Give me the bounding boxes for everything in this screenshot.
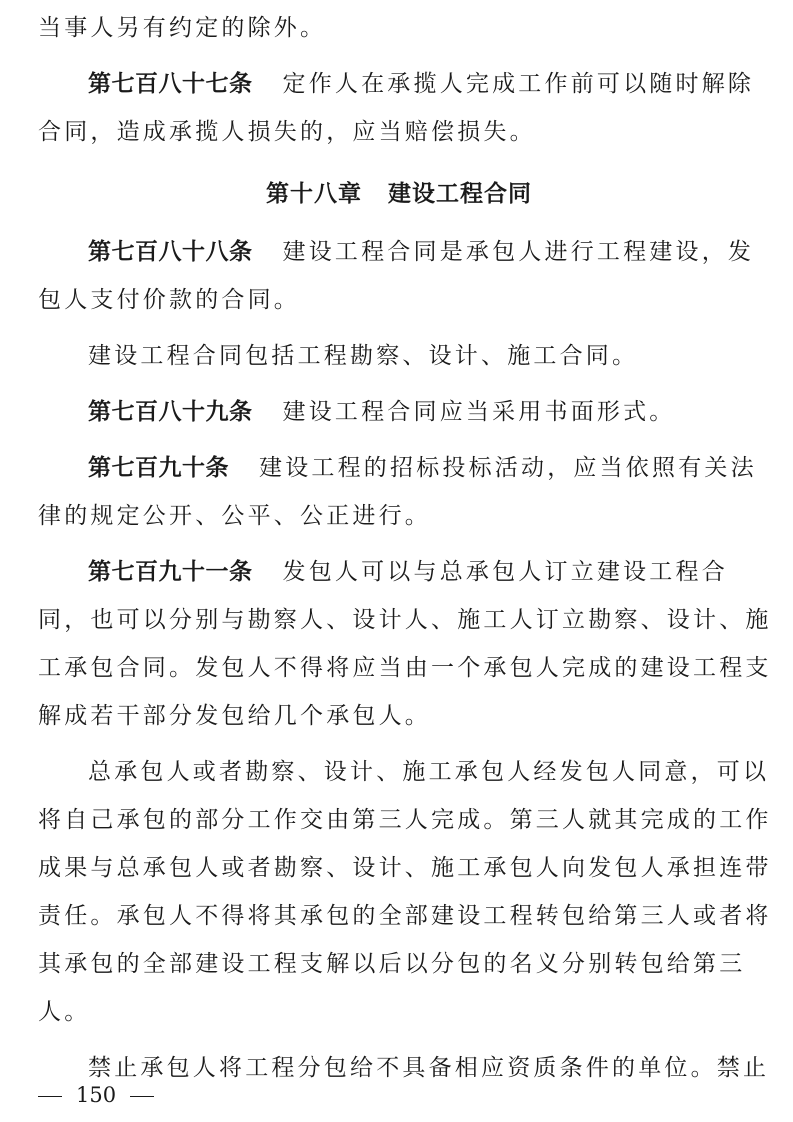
- article-number: 第七百八十八条: [88, 239, 253, 265]
- paragraph-continuation: [38, 4, 760, 52]
- article-number: 第七百九十一条: [88, 559, 253, 585]
- text-line: 定作人在承揽人完成工作前可以随时解除: [282, 71, 755, 97]
- text-line: 其承包的全部建设工程支解以后以分包的名义分别转包给第三: [38, 951, 746, 977]
- text-line: 建设工程合同包括工程勘察、设计、施工合同。: [88, 343, 639, 369]
- chapter-heading: [38, 170, 760, 218]
- text-line: 成果与总承包人或者勘察、设计、施工承包人向发包人承担连带: [38, 855, 772, 881]
- chapter-title: 建设工程合同: [388, 181, 532, 207]
- text-line: 合同，造成承揽人损失的，应当赔偿损失。: [38, 119, 536, 145]
- article-791-continued: [38, 692, 760, 740]
- article-787: [38, 60, 760, 108]
- article-number: 第七百八十九条: [88, 399, 253, 425]
- footer-dash-right: [130, 1096, 154, 1097]
- article-791-paragraph-2: [38, 748, 770, 796]
- article-791-paragraph-2-continued: [38, 988, 760, 1036]
- text-line: 建设工程的招标投标活动，应当依照有关法: [259, 455, 757, 481]
- article-791-paragraph-2-continued: [38, 892, 772, 940]
- text-line: 将自己承包的部分工作交由第三人完成。第三人就其完成的工作: [38, 807, 772, 833]
- footer-dash-left: [38, 1096, 62, 1097]
- text-line: 包人支付价款的合同。: [38, 287, 300, 313]
- text-line: 建设工程合同应当采用书面形式。: [282, 399, 676, 425]
- article-number: 第七百八十七条: [88, 71, 253, 97]
- article-791-paragraph-2-continued: [38, 844, 772, 892]
- article-791-paragraph-2-continued: [38, 940, 760, 988]
- article-788-paragraph-2: [38, 332, 760, 380]
- text-line: 建设工程合同是承包人进行工程建设，发: [282, 239, 755, 265]
- article-789: [38, 388, 760, 436]
- text-line: 人。: [38, 999, 91, 1025]
- document-page: [38, 0, 772, 1092]
- text-line: 责任。承包人不得将其承包的全部建设工程转包给第三人或者将: [38, 903, 772, 929]
- text-line: 发包人可以与总承包人订立建设工程合: [282, 559, 728, 585]
- article-790: [38, 444, 760, 492]
- chapter-number: 第十八章: [266, 181, 362, 207]
- article-787-continued: [38, 108, 760, 156]
- text-line: 总承包人或者勘察、设计、施工承包人经发包人同意，可以: [88, 759, 770, 785]
- article-791-continued: [38, 596, 772, 644]
- text-line: 解成若干部分发包给几个承包人。: [38, 703, 431, 729]
- text-line: 工承包合同。发包人不得将应当由一个承包人完成的建设工程支: [38, 655, 772, 681]
- article-788: [38, 228, 760, 276]
- text-line: 同，也可以分别与勘察人、设计人、施工人订立勘察、设计、施: [38, 607, 772, 633]
- article-791: [38, 548, 760, 596]
- article-number: 第七百九十条: [88, 455, 229, 481]
- text-line: 禁止承包人将工程分包给不具备相应资质条件的单位。禁止: [88, 1055, 770, 1081]
- article-788-continued: [38, 276, 760, 324]
- text-line: 律的规定公开、公平、公正进行。: [38, 503, 431, 529]
- text-line: 当事人另有约定的除外。: [38, 15, 327, 41]
- article-791-continued: [38, 644, 772, 692]
- article-790-continued: [38, 492, 760, 540]
- page-footer: [38, 1080, 154, 1110]
- page-number: 150: [76, 1083, 117, 1107]
- article-791-paragraph-2-continued: [38, 796, 772, 844]
